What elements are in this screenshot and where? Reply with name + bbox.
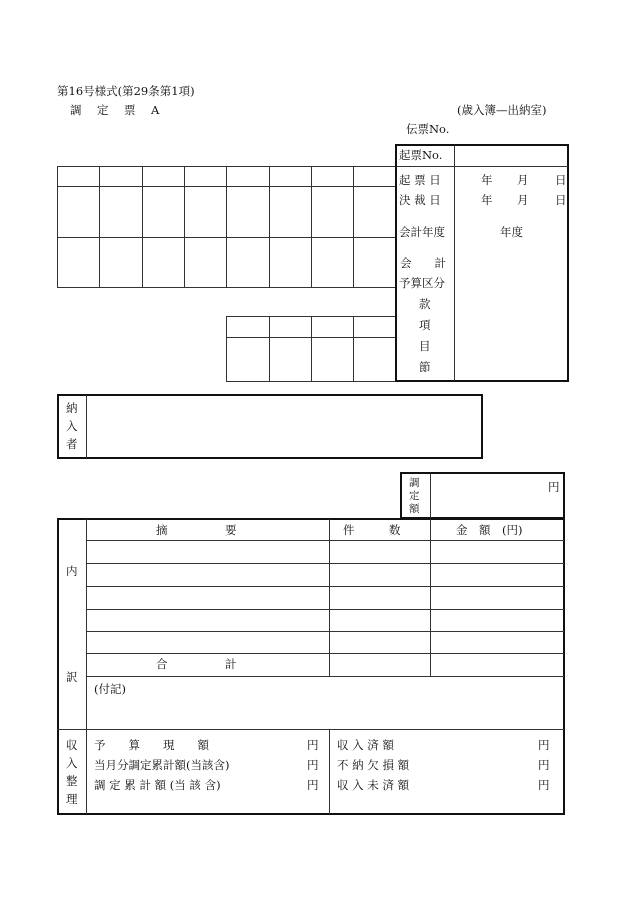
summary-cell-1[interactable] — [88, 542, 327, 562]
payer-label-1: 納 — [66, 401, 78, 415]
office-name: (歳入簿—出納室) — [457, 103, 547, 117]
revenue-side-3: 整 — [66, 774, 78, 788]
draft-day-unit: 日 — [555, 173, 567, 187]
summary-cell-3[interactable] — [88, 588, 327, 608]
voucher-no-label: 伝票No. — [406, 122, 450, 136]
revenue-side-2: 入 — [66, 756, 78, 770]
payer-label-2: 入 — [66, 419, 78, 433]
assessed-amount-field[interactable] — [433, 475, 543, 517]
write-off-unit: 円 — [538, 758, 550, 772]
assessed-yen-unit: 円 — [548, 480, 560, 494]
summary-cell-4[interactable] — [88, 611, 327, 630]
payer-label-3: 者 — [66, 437, 78, 451]
draft-month-unit: 月 — [517, 173, 529, 187]
form-title: 調 定 票 A — [70, 103, 162, 117]
kan-label: 款 — [419, 297, 431, 311]
moku-label: 目 — [419, 339, 431, 353]
write-off-label: 不 納 欠 損 額 — [337, 758, 410, 772]
monthly-cumulative-unit: 円 — [307, 758, 319, 772]
approval-date-label: 決 裁 日 — [399, 193, 441, 207]
count-header: 件 数 — [343, 523, 401, 537]
breakdown-side-bottom: 訳 — [66, 670, 78, 684]
amount-header: 金 額 (円) — [456, 523, 523, 537]
note-field[interactable] — [88, 698, 562, 727]
approval-day-unit: 日 — [555, 193, 567, 207]
approval-year-unit: 年 — [481, 193, 493, 207]
assessed-label-2: 定 — [409, 490, 420, 502]
fiscal-year-unit: 年度 — [500, 225, 523, 239]
setsu-label: 節 — [419, 360, 431, 374]
budget-current-unit: 円 — [307, 738, 319, 752]
unreceived-unit: 円 — [538, 778, 550, 792]
unreceived-label: 収 入 未 済 額 — [337, 778, 410, 792]
account-label: 会 計 — [400, 256, 446, 270]
breakdown-side-top: 内 — [66, 564, 78, 578]
total-label: 合 計 — [156, 657, 237, 671]
budget-class-label: 予算区分 — [399, 276, 445, 290]
draft-date-label: 起 票 日 — [399, 173, 441, 187]
draft-year-unit: 年 — [481, 173, 493, 187]
draft-no-label: 起票No. — [399, 148, 443, 162]
summary-cell-5[interactable] — [88, 633, 327, 652]
assessed-label-3: 額 — [409, 503, 420, 515]
received-unit: 円 — [538, 738, 550, 752]
assessed-label-1: 調 — [409, 477, 420, 489]
payer-field[interactable] — [88, 396, 480, 457]
monthly-cumulative-label: 当月分調定累計額(当該含) — [94, 758, 230, 772]
approval-month-unit: 月 — [517, 193, 529, 207]
form-number: 第16号様式(第29条第1項) — [57, 84, 195, 98]
revenue-side-1: 収 — [66, 738, 78, 752]
kou-label: 項 — [419, 318, 431, 332]
draft-no-field[interactable] — [458, 146, 566, 164]
note-label: (付記) — [94, 682, 126, 696]
summary-cell-2[interactable] — [88, 565, 327, 585]
budget-current-label: 予 算 現 額 — [94, 738, 209, 752]
revenue-side-4: 理 — [66, 792, 78, 806]
received-label: 収 入 済 額 — [337, 738, 394, 752]
summary-header: 摘 要 — [156, 523, 237, 537]
assessed-cumulative-label: 調 定 累 計 額 (当 該 含) — [94, 778, 221, 792]
assessed-cumulative-unit: 円 — [307, 778, 319, 792]
fiscal-year-label: 会計年度 — [399, 225, 445, 239]
